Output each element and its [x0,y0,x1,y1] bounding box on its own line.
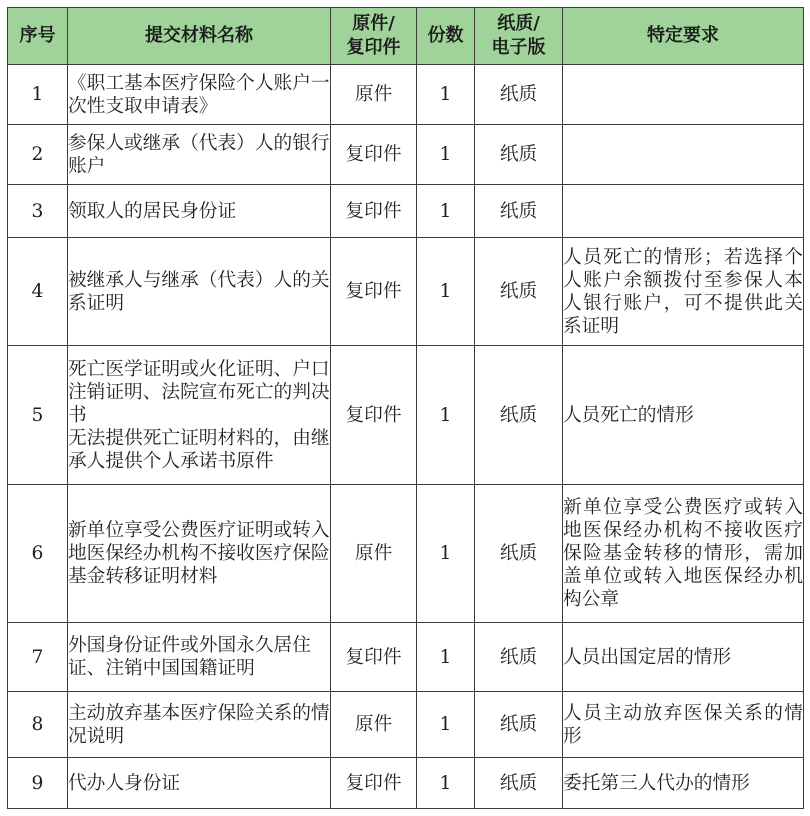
row-number: 9 [8,758,68,809]
table-row [8,623,804,692]
copy-count: 1 [417,758,475,809]
header-format: 纸质/ 电子版 [475,8,563,65]
row-number: 2 [8,125,68,185]
row-number: 3 [8,185,68,238]
copy-type: 原件 [331,692,417,758]
media-format: 纸质 [475,125,563,185]
material-name: 《职工基本医疗保险个人账户一次性支取申请表》 [68,65,331,125]
material-name: 代办人身份证 [68,758,331,809]
copy-type: 复印件 [331,346,417,485]
special-requirement [563,65,804,125]
header-no: 序号 [8,8,68,65]
special-requirement [563,185,804,238]
media-format: 纸质 [475,485,563,623]
copy-type: 原件 [331,485,417,623]
copy-type: 复印件 [331,623,417,692]
row-number: 7 [8,623,68,692]
copy-count: 1 [417,485,475,623]
material-name: 参保人或继承（代表）人的银行账户 [68,125,331,185]
header-copy: 原件/ 复印件 [331,8,417,65]
row-number: 8 [8,692,68,758]
header-requirement: 特定要求 [563,8,804,65]
media-format: 纸质 [475,346,563,485]
copy-type: 复印件 [331,238,417,346]
table-row [8,692,804,758]
media-format: 纸质 [475,623,563,692]
material-name: 领取人的居民身份证 [68,185,331,238]
material-name: 死亡医学证明或火化证明、户口注销证明、法院宣布死亡的判决书 无法提供死亡证明材料的，由继承人提供个人承诺书原件 [68,346,331,485]
copy-count: 1 [417,623,475,692]
copy-type: 复印件 [331,125,417,185]
header-count: 份数 [417,8,475,65]
special-requirement [563,125,804,185]
material-name: 被继承人与继承（代表）人的关系证明 [68,238,331,346]
table-row [8,65,804,125]
table-row [8,125,804,185]
media-format: 纸质 [475,238,563,346]
row-number: 4 [8,238,68,346]
table-row [8,238,804,346]
special-requirement: 人员主动放弃医保关系的情形 [563,692,804,758]
copy-type: 复印件 [331,758,417,809]
copy-count: 1 [417,346,475,485]
material-name: 新单位享受公费医疗证明或转入地医保经办机构不接收医疗保险基金转移证明材料 [68,485,331,623]
media-format: 纸质 [475,65,563,125]
media-format: 纸质 [475,185,563,238]
materials-table [7,7,804,809]
copy-count: 1 [417,65,475,125]
material-name: 外国身份证件或外国永久居住证、注销中国国籍证明 [68,623,331,692]
media-format: 纸质 [475,692,563,758]
media-format: 纸质 [475,758,563,809]
row-number: 6 [8,485,68,623]
table-row [8,185,804,238]
row-number: 5 [8,346,68,485]
material-name: 主动放弃基本医疗保险关系的情况说明 [68,692,331,758]
table-header-row [8,8,804,65]
table-row [8,485,804,623]
special-requirement: 人员死亡的情形；若选择个人账户余额拨付至参保人本人银行账户，可不提供此关系证明 [563,238,804,346]
special-requirement: 委托第三人代办的情形 [563,758,804,809]
copy-count: 1 [417,238,475,346]
table-row [8,758,804,809]
row-number: 1 [8,65,68,125]
copy-type: 复印件 [331,185,417,238]
copy-count: 1 [417,185,475,238]
table-row [8,346,804,485]
special-requirement: 新单位享受公费医疗或转入地医保经办机构不接收医疗保险基金转移的情形，需加盖单位或转入地医保经办机构公章 [563,485,804,623]
copy-count: 1 [417,692,475,758]
header-material: 提交材料名称 [68,8,331,65]
copy-type: 原件 [331,65,417,125]
special-requirement: 人员死亡的情形 [563,346,804,485]
copy-count: 1 [417,125,475,185]
special-requirement: 人员出国定居的情形 [563,623,804,692]
